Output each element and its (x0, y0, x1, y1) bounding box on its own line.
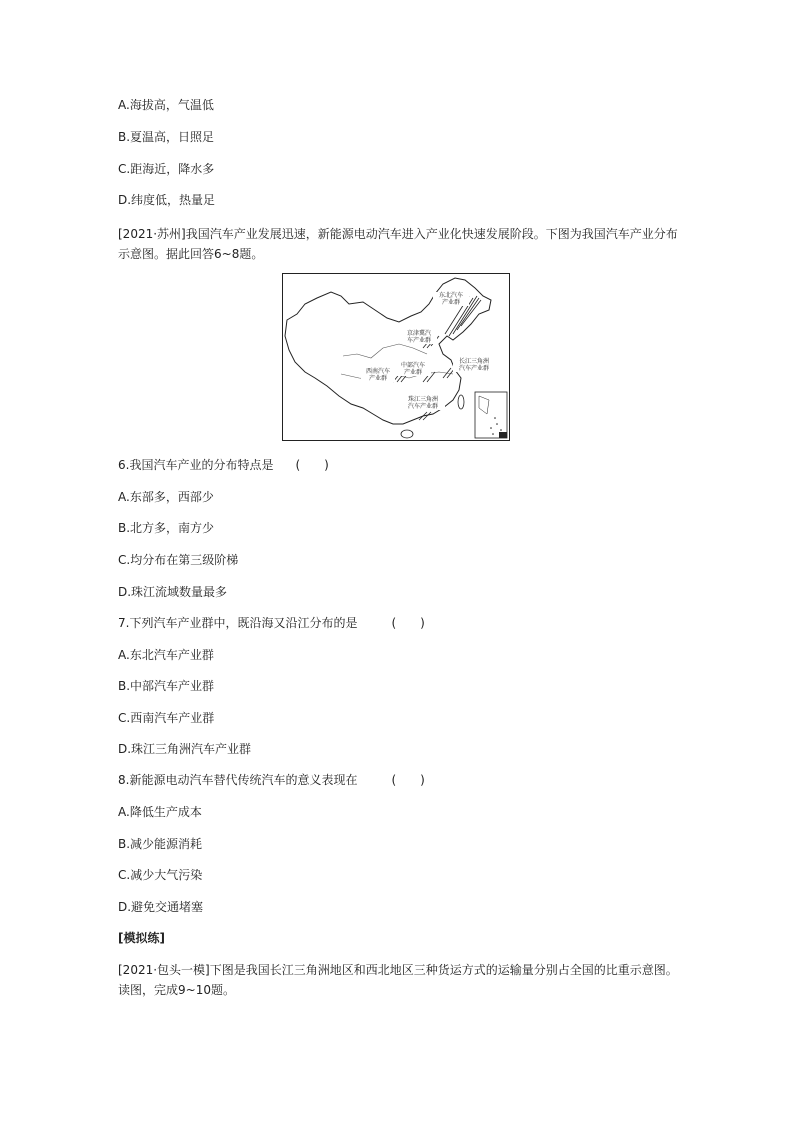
china-auto-industry-map (282, 273, 510, 441)
q7-option-b: B.中部汽车产业群 (118, 679, 215, 693)
q8-option-c: C.减少大气污染 (118, 868, 203, 882)
q7-option-a: A.东北汽车产业群 (118, 648, 214, 662)
map-label-central: 中部汽车 产业群 (395, 362, 431, 376)
q5-option-c: C.距海近，降水多 (118, 162, 215, 176)
q8-stem: 8.新能源电动汽车替代传统汽车的意义表现在 ( ) (118, 773, 425, 787)
intro-paragraph-1: [2021·苏州]我国汽车产业发展迅速，新能源电动汽车进入产业化快速发展阶段。下图为我国汽车产业分布示意图。据此回答6~8题。 (118, 227, 678, 261)
q8-option-a: A.降低生产成本 (118, 805, 202, 819)
q6-option-b: B.北方多，南方少 (118, 521, 215, 535)
q6-option-a: A.东部多，西部少 (118, 490, 214, 504)
map-label-jingjinji: 京津冀汽 车产业群 (401, 330, 437, 344)
q8-option-b: B.减少能源消耗 (118, 837, 203, 851)
q6-option-c: C.均分布在第三级阶梯 (118, 553, 239, 567)
q5-option-d: D.纬度低，热量足 (118, 193, 216, 207)
q7-option-c: C.西南汽车产业群 (118, 711, 215, 725)
intro-paragraph-2: [2021·包头一模]下图是我国长江三角洲地区和西北地区三种货运方式的运输量分别占全国的比重示意图。读图，完成9~10题。 (118, 963, 678, 997)
q6-option-d: D.珠江流域数量最多 (118, 585, 228, 599)
q5-option-b: B.夏温高，日照足 (118, 130, 215, 144)
map-label-yangtze: 长江三角洲 汽车产业群 (453, 358, 495, 372)
q5-option-a: A.海拔高，气温低 (118, 98, 214, 112)
map-label-northeast: 东北汽车 产业群 (433, 292, 469, 306)
china-outline-figure (283, 274, 509, 440)
q8-option-d: D.避免交通堵塞 (118, 900, 204, 914)
q7-option-d: D.珠江三角洲汽车产业群 (118, 742, 252, 756)
map-label-southwest: 西南汽车 产业群 (361, 368, 395, 382)
q6-stem: 6.我国汽车产业的分布特点是 ( ) (118, 458, 329, 472)
map-label-pearl: 珠江三角洲 汽车产业群 (401, 396, 445, 410)
q7-stem: 7.下列汽车产业群中，既沿海又沿江分布的是 ( ) (118, 616, 425, 630)
section-title: [模拟练] (118, 931, 165, 945)
